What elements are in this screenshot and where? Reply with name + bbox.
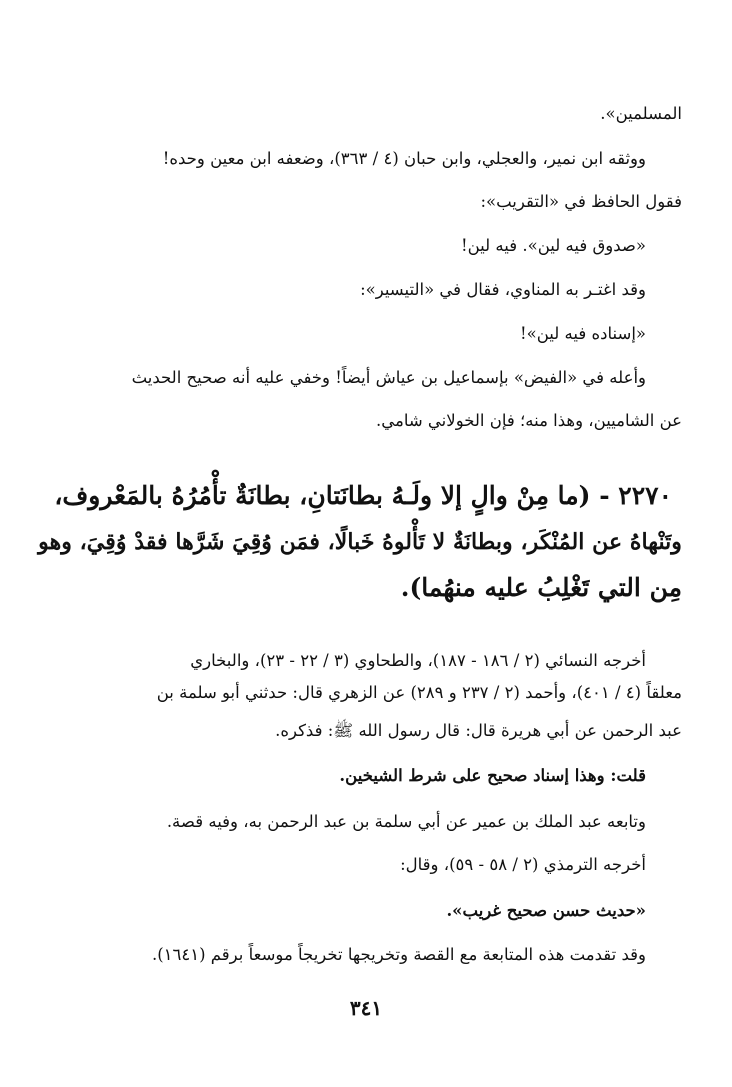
takhrij-line: أخرجه الترمذي (٢ / ٥٨ - ٥٩)، وقال: — [400, 855, 646, 874]
text-line: عن الشاميين، وهذا منه؛ فإن الخولاني شامي. — [376, 411, 682, 430]
hadith-line: وتَنْهاهُ عن المُنْكَر، وبطانَةٌ لا تَأْلوهُ خَبالًا، فمَن وُقِيَ شَرَّها فقدْ وُقِيَ، وهو — [38, 529, 682, 555]
page-number: ٣٤١ — [349, 996, 383, 1020]
takhrij-line: قلت: وهذا إسناد صحيح على شرط الشيخين. — [339, 766, 646, 785]
takhrij-line: وقد تقدمت هذه المتابعة مع القصة وتخريجها تخريجاً موسعاً برقم (١٦٤١). — [151, 945, 646, 964]
hadith-line: ٢٢٧٠ - (ما مِنْ والٍ إلا ولَـهُ بطانَتانِ، بطانَةٌ تأْمُرُهُ بالمَعْروف، — [54, 481, 672, 510]
text-line: ووثقه ابن نمير، والعجلي، وابن حبان (٤ / ٣٦٣)، وضعفه ابن معين وحده! — [162, 149, 646, 168]
text-line: وقد اغتـر به المناوي، فقال في «التيسير»: — [360, 280, 646, 299]
takhrij-line: وتابعه عبد الملك بن عمير عن أبي سلمة بن عبد الرحمن به، وفيه قصة. — [166, 812, 646, 831]
text-line: فقول الحافظ في «التقريب»: — [480, 192, 682, 211]
hadith-line: مِن التي تَغْلِبُ عليه منهُما). — [400, 573, 682, 602]
text-line: «إسناده فيه لين»! — [520, 324, 646, 343]
text-line: المسلمين». — [600, 104, 682, 123]
text-line: وأعله في «الفيض» بإسماعيل بن عياش أيضاً! وخفي عليه أنه صحيح الحديث — [131, 368, 646, 387]
takhrij-line: أخرجه النسائي (٢ / ١٨٦ - ١٨٧)، والطحاوي (٣ / ٢٢ - ٢٣)، والبخاري — [190, 651, 646, 670]
takhrij-line: معلقاً (٤ / ٤٠١)، وأحمد (٢ / ٢٣٧ و ٢٨٩) عن الزهري قال: حدثني أبو سلمة بن — [156, 683, 682, 702]
takhrij-line: عبد الرحمن عن أبي هريرة قال: قال رسول الله ﷺ: فذكره. — [275, 721, 682, 740]
takhrij-line: «حديث حسن صحيح غريب». — [446, 901, 646, 920]
text-line: «صدوق فيه لين». فيه لين! — [460, 236, 646, 255]
